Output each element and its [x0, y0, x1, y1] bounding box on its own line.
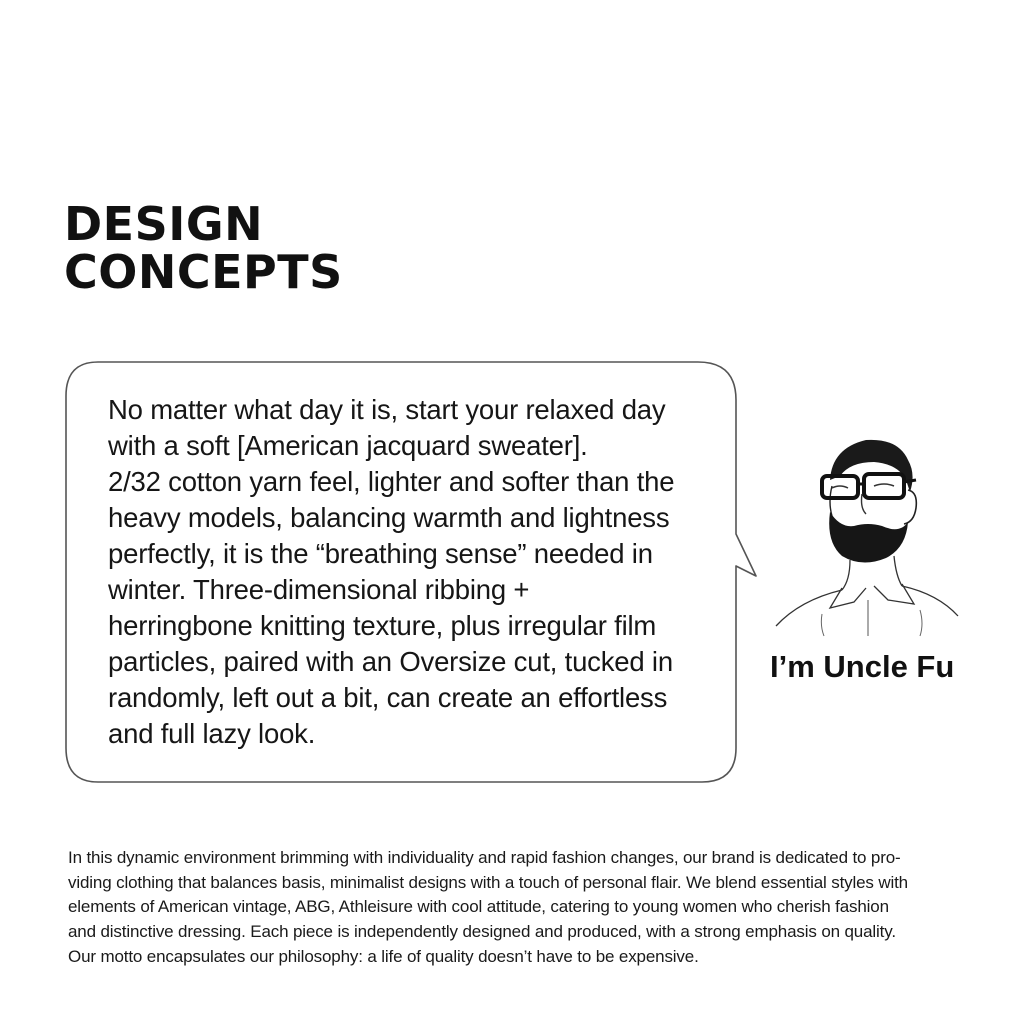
brand-description — [68, 846, 968, 970]
title-line-2: CONCEPTS — [64, 245, 343, 299]
bubble-line: winter. Three-dimensional ribbing + — [108, 574, 530, 605]
bubble-line: heavy models, balancing warmth and lightness — [108, 502, 670, 533]
bubble-line: particles, paired with an Oversize cut, tucked in — [108, 646, 673, 677]
bubble-line: with a soft [American jacquard sweater]. — [108, 430, 588, 461]
bubble-line: 2/32 cotton yarn feel, lighter and softer than the — [108, 466, 675, 497]
footer-line: Our motto encapsulates our philosophy: a life of quality doesn’t have to be expensive. — [68, 946, 699, 966]
title-line-1: DESIGN — [64, 197, 264, 251]
bearded-man-portrait-icon — [770, 430, 962, 640]
footer-line: In this dynamic environment brimming with individuality and rapid fashion changes, our brand is dedicated to pro- — [68, 848, 901, 867]
footer-line: elements of American vintage, ABG, Athleisure with cool attitude, catering to young women who cherish fashion — [68, 897, 889, 917]
speaker-name: I’m Uncle Fu — [770, 649, 955, 684]
bubble-line: and full lazy look. — [108, 718, 316, 749]
bubble-line: perfectly, it is the “breathing sense” needed in — [108, 538, 653, 569]
footer-line: and distinctive dressing. Each piece is independently designed and produced, with a strong emphasis on quality. — [68, 922, 896, 942]
bubble-line: randomly, left out a bit, can create an effortless — [108, 682, 668, 713]
footer-line: viding clothing that balances basis, minimalist designs with a touch of personal flair. We blend essential styles with — [68, 872, 908, 892]
bubble-line: herringbone knitting texture, plus irregular film — [108, 610, 657, 641]
bubble-line: No matter what day it is, start your relaxed day — [108, 394, 666, 425]
page-title — [64, 197, 343, 299]
bubble-text — [108, 392, 723, 752]
